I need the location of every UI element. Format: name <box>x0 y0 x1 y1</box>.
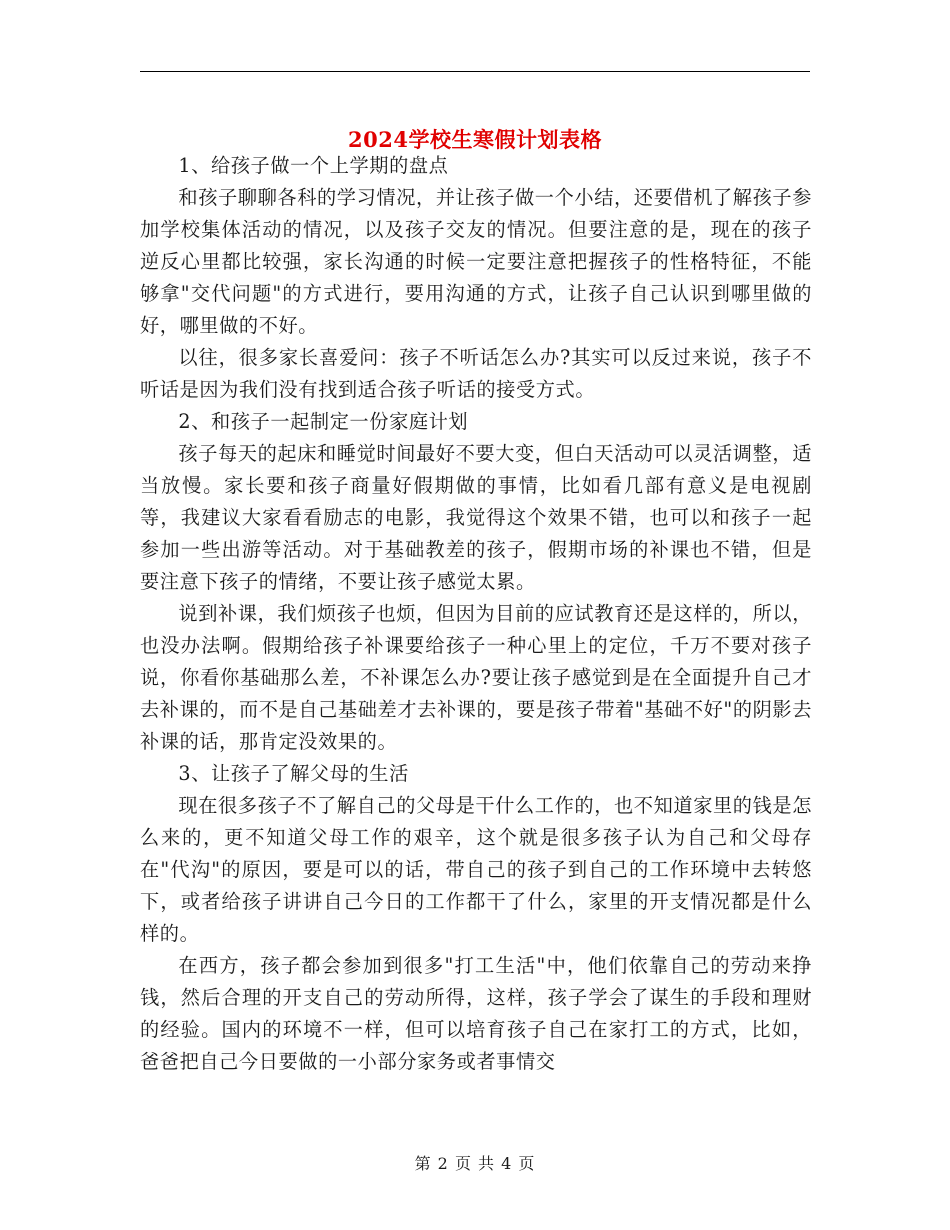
section-heading-2: 2、和孩子一起制定一份家庭计划 <box>178 410 469 433</box>
body-paragraph: 和孩子聊聊各科的学习情况，并让孩子做一个小结，还要借机了解孩子参加学校集体活动的情况，以及孩子交友的情况。但要注意的是，现在的孩子逆反心里都比较强，家长沟通的时候一定要注意把握孩子的性格特征，不能够拿"交代问题"的方式进行，要用沟通的方式，让孩子自己认识到哪里做的好，哪里做的不好。 <box>140 186 812 337</box>
document-title: 2024学校生寒假计划表格 <box>348 127 602 153</box>
section-heading-1: 1、给孩子做一个上学期的盘点 <box>178 154 449 177</box>
section-heading-3: 3、让孩子了解父母的生活 <box>178 762 409 785</box>
body-paragraph: 说到补课，我们烦孩子也烦，但因为目前的应试教育还是这样的，所以，也没办法啊。假期给孩子补课要给孩子一种心里上的定位，千万不要对孩子说，你看你基础那么差，不补课怎么办?要让孩子感觉到是在全面提升自己才去补课的，而不是自己基础差才去补课的，要是孩子带着"基础不好"的阴影去补课的话，那肯定没效果的。 <box>140 602 812 753</box>
header-rule <box>140 71 810 72</box>
body-paragraph: 以往，很多家长喜爱问：孩子不听话怎么办?其实可以反过来说，孩子不听话是因为我们没有找到适合孩子听话的接受方式。 <box>140 346 812 401</box>
body-paragraph: 在西方，孩子都会参加到很多"打工生活"中，他们依靠自己的劳动来挣钱，然后合理的开支自己的劳动所得，这样，孩子学会了谋生的手段和理财的经验。国内的环境不一样，但可以培育孩子自己在家打工的方式，比如，爸爸把自己今日要做的一小部分家务或者事情交 <box>140 954 812 1073</box>
document-body <box>140 150 812 1078</box>
body-paragraph: 现在很多孩子不了解自己的父母是干什么工作的，也不知道家里的钱是怎么来的，更不知道父母工作的艰辛，这个就是很多孩子认为自己和父母存在"代沟"的原因，要是可以的话，带自己的孩子到自己的工作环境中去转悠下，或者给孩子讲讲自己今日的工作都干了什么，家里的开支情况都是什么样的。 <box>140 794 812 945</box>
page-number-footer: 第 2 页 共 4 页 <box>414 1154 536 1173</box>
body-paragraph: 孩子每天的起床和睡觉时间最好不要大变，但白天活动可以灵活调整，适当放慢。家长要和孩子商量好假期做的事情，比如看几部有意义是电视剧等，我建议大家看看励志的电影，我觉得这个效果不错，也可以和孩子一起参加一些出游等活动。对于基础教差的孩子，假期市场的补课也不错，但是要注意下孩子的情绪，不要让孩子感觉太累。 <box>140 442 812 593</box>
